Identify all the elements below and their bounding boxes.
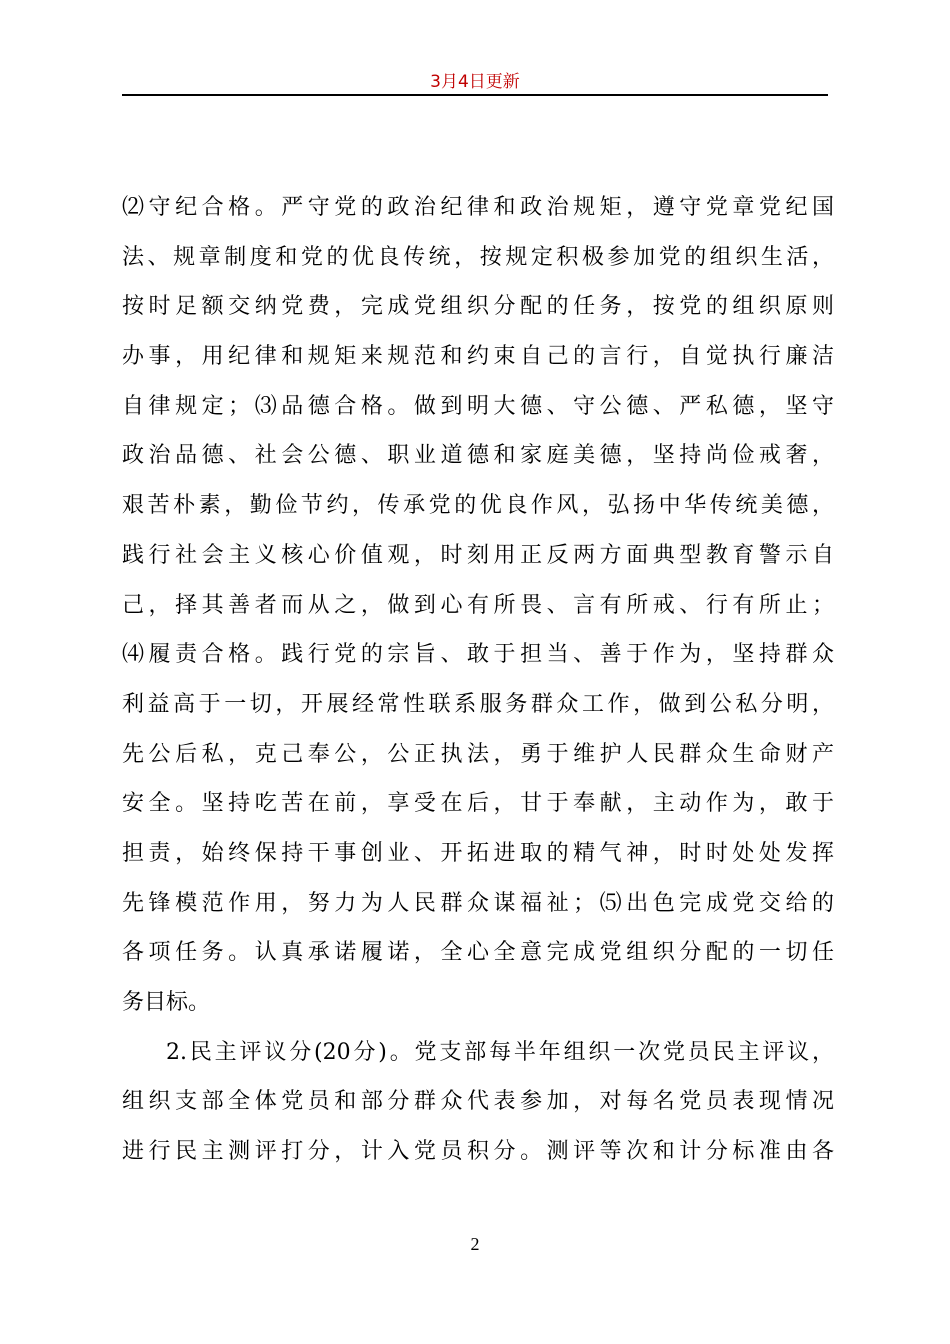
text-line: 担责，始终保持干事创业、开拓进取的精气神，时时处处发挥 — [122, 840, 834, 866]
text-line: 先锋模范作用，努力为人民群众谋福祉；⑸出色完成党交给的 — [122, 890, 834, 916]
text-line: 利益高于一切，开展经常性联系服务群众工作，做到公私分明， — [122, 691, 834, 717]
body-text — [122, 183, 834, 1177]
page-number: 2 — [470, 1234, 480, 1254]
text-line: 按时足额交纳党费，完成党组织分配的任务，按党的组织原则 — [122, 294, 834, 320]
paragraph-1 — [122, 183, 834, 1028]
text-line: ⑵守纪合格。严守党的政治纪律和政治规矩，遵守党章党纪国 — [122, 195, 834, 220]
text-line: 务目标。 — [122, 990, 211, 1015]
text-line: 办事，用纪律和规矩来规范和约束自己的言行，自觉执行廉洁 — [122, 344, 834, 370]
paragraph-2 — [122, 1028, 834, 1177]
text-line: ⑷履责合格。践行党的宗旨、敢于担当、善于作为，坚持群众 — [122, 642, 834, 668]
header-rule — [122, 94, 828, 96]
text-line: 2.民主评议分(20分)。党支部每半年组织一次党员民主评议， — [166, 1039, 834, 1065]
text-line: 践行社会主义核心价值观，时刻用正反两方面典型教育警示自 — [122, 542, 834, 568]
text-line: 各项任务。认真承诺履诺，全心全意完成党组织分配的一切任 — [122, 940, 834, 966]
text-line: 进行民主测评打分，计入党员积分。测评等次和计分标准由各 — [122, 1139, 834, 1165]
text-line: 自律规定；⑶品德合格。做到明大德、守公德、严私德，坚守 — [122, 393, 834, 419]
running-header: 3月4日更新 — [430, 72, 520, 92]
text-line: 安全。坚持吃苦在前，享受在后，甘于奉献，主动作为，敢于 — [122, 791, 834, 817]
text-line: 法、规章制度和党的优良传统，按规定积极参加党的组织生活， — [122, 244, 834, 270]
text-line: 己，择其善者而从之，做到心有所畏、言有所戒、行有所止； — [122, 592, 834, 618]
text-line: 先公后私，克己奉公，公正执法，勇于维护人民群众生命财产 — [122, 741, 834, 767]
text-line: 政治品德、社会公德、职业道德和家庭美德，坚持尚俭戒奢， — [122, 443, 834, 469]
text-line: 艰苦朴素，勤俭节约，传承党的优良作风，弘扬中华传统美德， — [122, 493, 834, 519]
text-line: 组织支部全体党员和部分群众代表参加，对每名党员表现情况 — [122, 1089, 834, 1115]
